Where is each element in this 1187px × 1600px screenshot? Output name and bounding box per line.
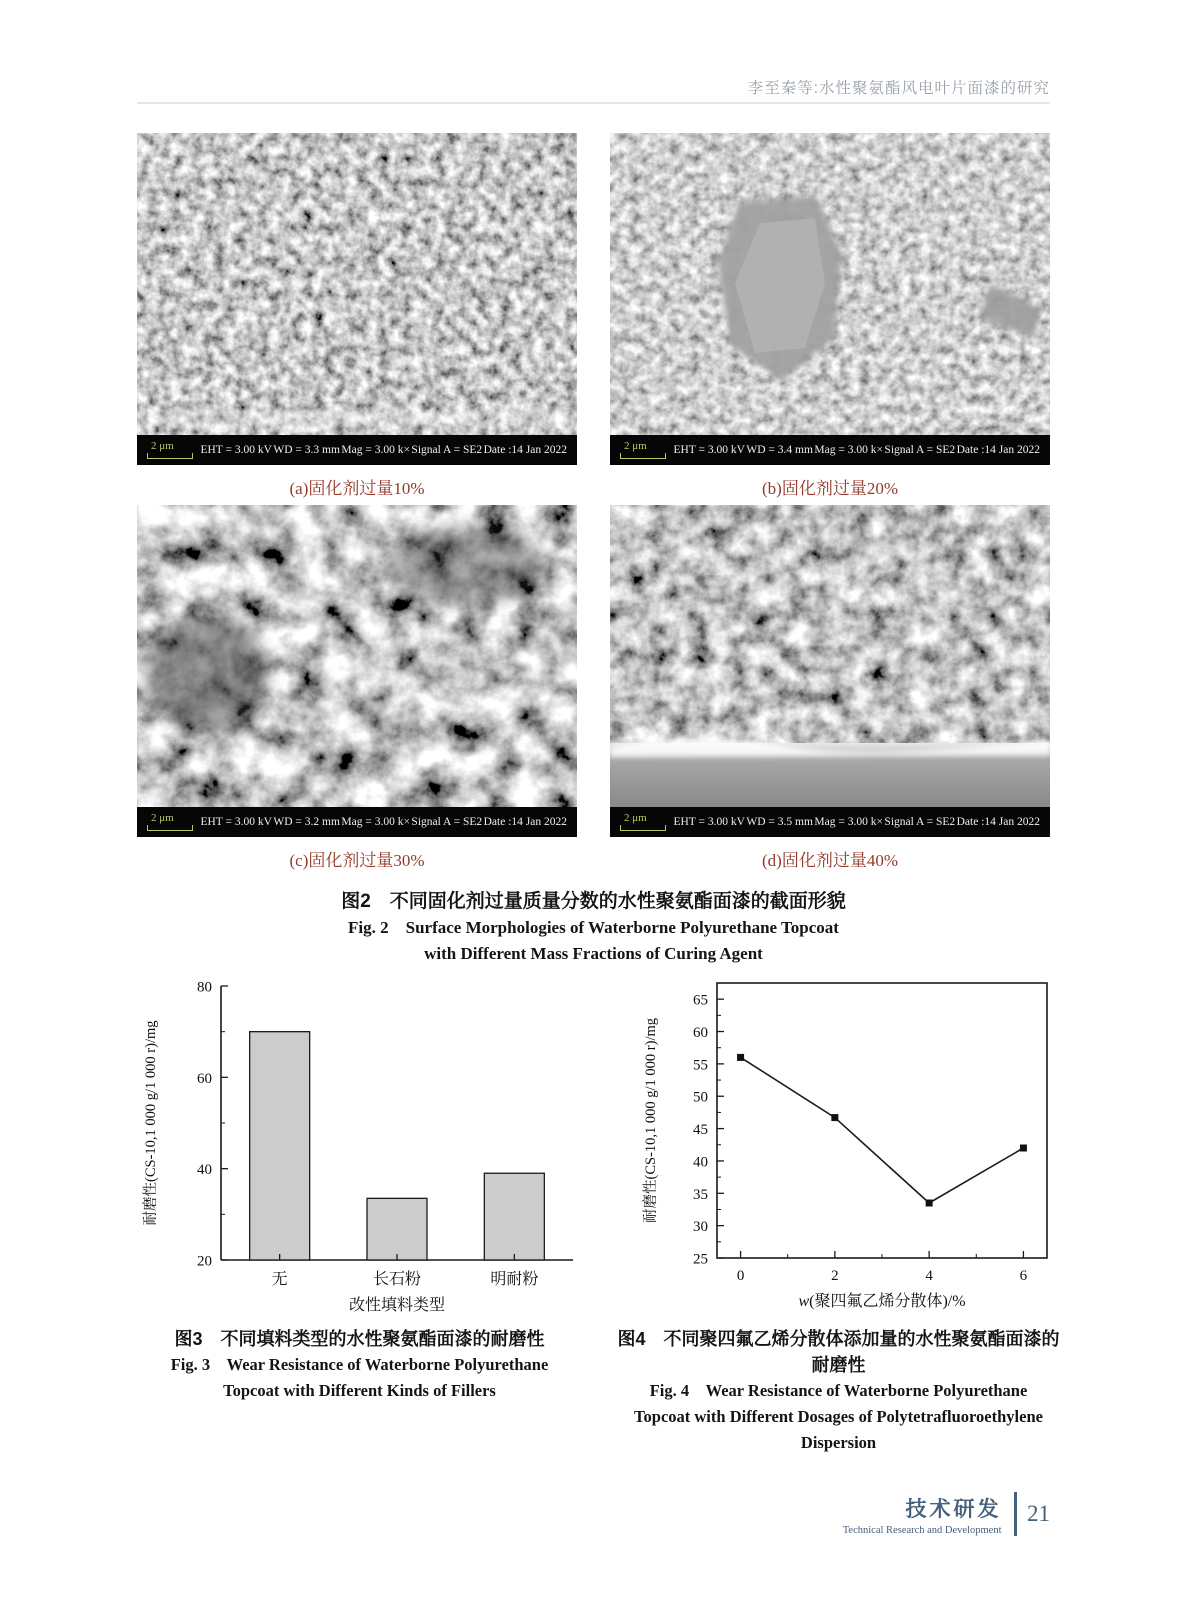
- svg-text:改性填料类型: 改性填料类型: [348, 1297, 446, 1314]
- svg-text:长石粉: 长石粉: [372, 1271, 422, 1288]
- scale-label: 2 μm: [624, 812, 647, 824]
- sem-image-c: [137, 505, 577, 837]
- figure2-caption-en1: Fig. 2 Surface Morphologies of Waterborne Polyurethane Topcoat: [348, 918, 839, 937]
- scale-label: 2 μm: [151, 440, 174, 452]
- sem-image-d: [610, 505, 1050, 837]
- footer-section-en: Technical Research and Development: [842, 1524, 1002, 1536]
- scale-bar-icon: [620, 813, 672, 831]
- sem-image-b: [610, 133, 1050, 465]
- footer-divider: [1014, 1492, 1018, 1536]
- sem-eht: EHT = 3.00 kV: [673, 444, 745, 456]
- sem-signal: Signal A = SE2: [884, 816, 956, 828]
- fig3-bar-chart: [137, 968, 582, 1320]
- svg-text:45: 45: [693, 1122, 708, 1139]
- svg-text:65: 65: [693, 992, 708, 1009]
- sem-mag: Mag = 3.00 k×: [341, 444, 410, 456]
- sem-signal: Signal A = SE2: [411, 444, 483, 456]
- svg-text:60: 60: [693, 1025, 708, 1042]
- sem-micrograph-b: [610, 133, 1050, 435]
- figure4-caption-en1: Fig. 4 Wear Resistance of Waterborne Polyurethane: [649, 1381, 1028, 1400]
- figure3-caption-en2: Topcoat with Different Kinds of Fillers: [223, 1381, 496, 1400]
- page-header-title: 李至秦等:水性聚氨酯风电叶片面漆的研究: [747, 80, 1050, 97]
- svg-text:60: 60: [197, 1070, 212, 1087]
- page-number: 21: [1027, 1501, 1050, 1526]
- svg-text:0: 0: [736, 1268, 745, 1284]
- svg-text:明耐粉: 明耐粉: [490, 1271, 539, 1288]
- svg-text:4: 4: [925, 1268, 933, 1284]
- sem-wd: WD = 3.2 mm: [273, 816, 340, 828]
- sem-eht: EHT = 3.00 kV: [200, 816, 272, 828]
- sem-micrograph-d: [610, 505, 1050, 807]
- svg-text:w(聚四氟乙烯分散体)/%: w(聚四氟乙烯分散体)/%: [798, 1293, 966, 1310]
- panel-caption-d: (d)固化剂过量40%: [762, 851, 898, 870]
- svg-text:40: 40: [693, 1154, 708, 1171]
- sem-date: Date :14 Jan 2022: [956, 816, 1040, 828]
- footer-section: [843, 1493, 1002, 1536]
- fig4-line-chart: [637, 968, 1065, 1320]
- sem-eht: EHT = 3.00 kV: [673, 816, 745, 828]
- sem-mag: Mag = 3.00 k×: [814, 816, 883, 828]
- svg-text:55: 55: [693, 1057, 708, 1074]
- sem-mag: Mag = 3.00 k×: [341, 816, 410, 828]
- svg-text:40: 40: [197, 1162, 212, 1179]
- figure2-caption: [137, 888, 1050, 967]
- sem-wd: WD = 3.5 mm: [746, 816, 813, 828]
- svg-text:20: 20: [197, 1253, 212, 1270]
- panel-caption-c: (c)固化剂过量30%: [289, 851, 425, 870]
- figure3-caption-zh: 图3 不同填料类型的水性聚氨酯面漆的耐磨性: [174, 1329, 545, 1349]
- scale-label: 2 μm: [624, 440, 647, 452]
- svg-text:耐磨性(CS-10,1 000 g/1 000 r)/mg: 耐磨性(CS-10,1 000 g/1 000 r)/mg: [643, 1017, 659, 1224]
- sem-date: Date :14 Jan 2022: [956, 444, 1040, 456]
- sem-signal: Signal A = SE2: [884, 444, 956, 456]
- figure4-caption-en3: Dispersion: [800, 1433, 877, 1452]
- sem-wd: WD = 3.3 mm: [273, 444, 340, 456]
- sem-mag: Mag = 3.00 k×: [814, 444, 883, 456]
- figure4-caption-zh2: 耐磨性: [811, 1355, 866, 1375]
- sem-metadata-bar: [137, 435, 577, 465]
- figure4-caption-en2: Topcoat with Different Dosages of Polytetrafluoroethylene: [634, 1407, 1043, 1426]
- figure3-caption: [137, 1326, 582, 1404]
- sem-metadata-bar: [610, 807, 1050, 837]
- scale-bracket-icon: [147, 453, 193, 459]
- figure2-caption-en2: with Different Mass Fractions of Curing Agent: [424, 944, 763, 963]
- svg-text:无: 无: [271, 1271, 288, 1288]
- figure3-caption-en1: Fig. 3 Wear Resistance of Waterborne Polyurethane: [170, 1355, 549, 1374]
- svg-text:25: 25: [693, 1251, 708, 1268]
- sem-micrograph-c: [137, 505, 577, 807]
- footer-section-zh: 技术研发: [905, 1497, 1002, 1521]
- svg-text:6: 6: [1019, 1268, 1028, 1284]
- scale-bar-icon: [147, 813, 199, 831]
- svg-text:80: 80: [197, 979, 212, 996]
- figure4-caption: [612, 1326, 1065, 1456]
- scale-bracket-icon: [147, 825, 193, 831]
- scale-bar-icon: [147, 441, 199, 459]
- svg-text:2: 2: [831, 1268, 839, 1284]
- header-divider: [137, 102, 1050, 104]
- scale-bracket-icon: [620, 453, 666, 459]
- sem-date: Date :14 Jan 2022: [483, 816, 567, 828]
- scale-bar-icon: [620, 441, 672, 459]
- svg-text:50: 50: [693, 1089, 708, 1106]
- sem-wd: WD = 3.4 mm: [746, 444, 813, 456]
- sem-date: Date :14 Jan 2022: [483, 444, 567, 456]
- svg-text:耐磨性(CS-10,1 000 g/1 000 r)/mg: 耐磨性(CS-10,1 000 g/1 000 r)/mg: [143, 1020, 159, 1226]
- sem-metadata-bar: [137, 807, 577, 837]
- sem-micrograph-a: [137, 133, 577, 435]
- panel-caption-a: (a)固化剂过量10%: [289, 479, 425, 498]
- sem-metadata-bar: [610, 435, 1050, 465]
- sem-eht: EHT = 3.00 kV: [200, 444, 272, 456]
- figure4-caption-zh1: 图4 不同聚四氟乙烯分散体添加量的水性聚氨酯面漆的: [617, 1329, 1060, 1349]
- sem-image-a: [137, 133, 577, 465]
- svg-text:35: 35: [693, 1186, 708, 1203]
- page-footer: [843, 1492, 1050, 1536]
- panel-caption-b: (b)固化剂过量20%: [762, 479, 898, 498]
- scale-bracket-icon: [620, 825, 666, 831]
- svg-text:30: 30: [693, 1219, 708, 1236]
- sem-signal: Signal A = SE2: [411, 816, 483, 828]
- scale-label: 2 μm: [151, 812, 174, 824]
- figure2-caption-zh: 图2 不同固化剂过量质量分数的水性聚氨酯面漆的截面形貌: [341, 891, 846, 912]
